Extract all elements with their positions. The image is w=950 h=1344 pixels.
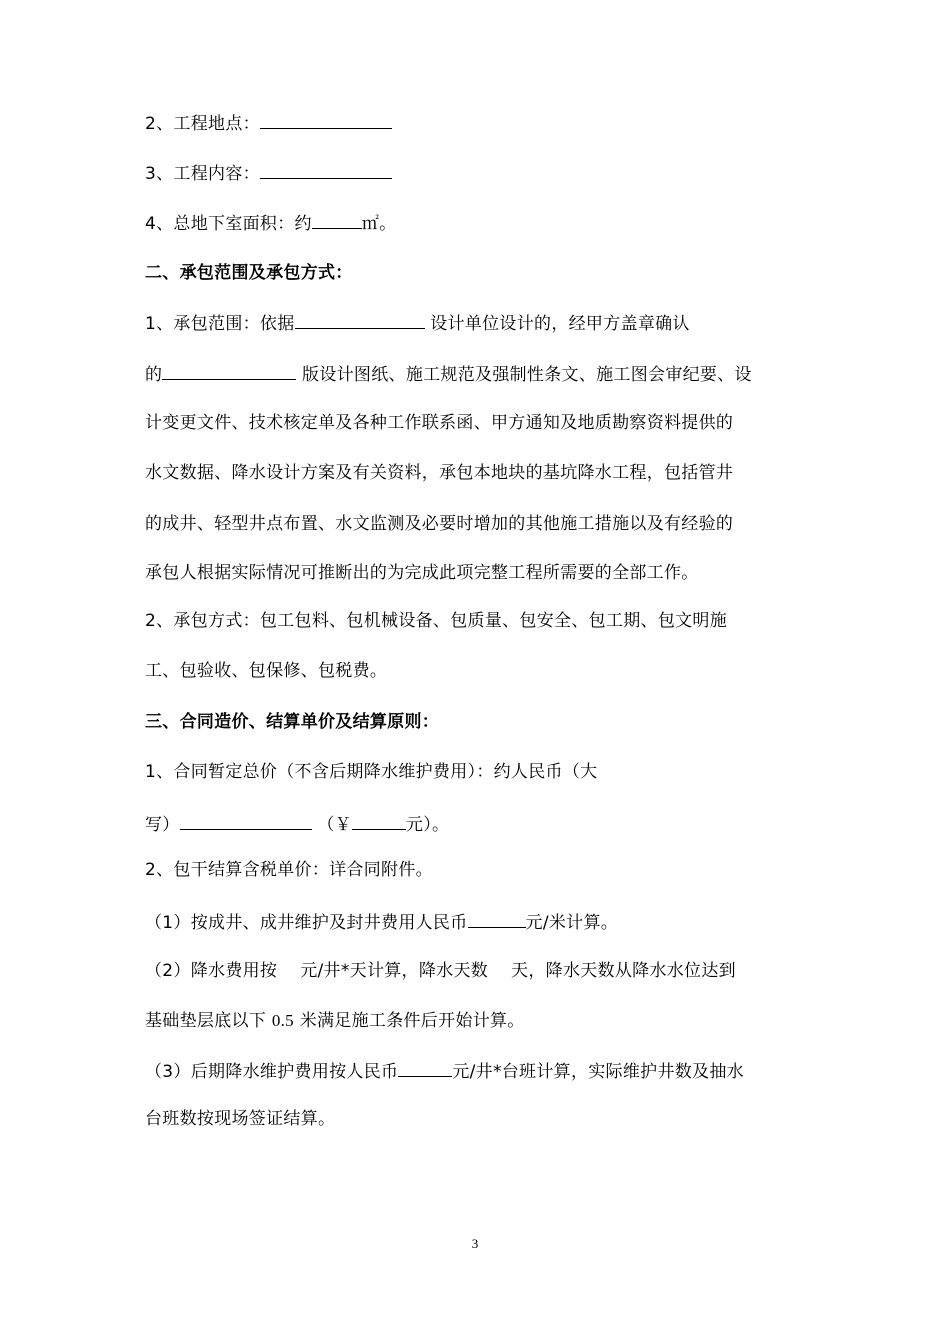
basement-area-prefix: 4、总地下室面积：约 [145,214,312,234]
basement-area-suffix: ㎡。 [361,214,397,234]
sub-item-3-line-1-prefix: （3）后期降水维护费用按人民币 [145,1062,399,1082]
scope-line-2-prefix: 的 [145,365,163,385]
well-price-blank [468,909,526,928]
sub-item-2-line-1: （2）降水费用按 元/井*天计算，降水天数 天，降水天数从降水水位达到 [145,961,736,981]
price-line-2 [145,811,449,837]
scope-line-6: 承包人根据实际情况可推断出的为完成此项完整工程所需要的全部工作。 [145,563,699,583]
maintenance-price-blank [398,1058,452,1077]
scope-line-2 [145,361,752,387]
scope-line-1-suffix: 设计单位设计的，经甲方盖章确认 [430,314,690,334]
sub-item-2-line-2 [145,1009,525,1033]
scope-line-5: 的成井、轻型井点布置、水文监测及必要时增加的其他施工措施以及有经验的 [145,514,734,534]
sub-item-3-line-1 [145,1058,744,1084]
scope-line-4: 水文数据、降水设计方案及有关资料，承包本地块的基坑降水工程，包括管井 [145,463,734,483]
item-project-location [145,110,392,136]
scope-line-3: 计变更文件、技术核定单及各种工作联系函、甲方通知及地质勘察资料提供的 [145,413,734,433]
basement-area-blank [312,210,362,229]
sub-item-2-line-2-prefix: 基础垫层底以下 [145,1011,267,1031]
method-line-1: 2、承包方式：包工包料、包机械设备、包质量、包安全、包工期、包文明施 [145,611,728,631]
item-project-content [145,160,392,186]
item-project-content-label: 3、工程内容： [145,164,260,184]
project-content-blank [260,160,392,179]
unit-price-heading: 2、包干结算含税单价：详合同附件。 [145,860,433,880]
sub-item-3-line-2: 台班数按现场签证结算。 [145,1109,336,1129]
section-2-heading: 二、承包范围及承包方式： [145,263,353,283]
project-location-blank [260,110,392,129]
amount-figures-blank [352,811,406,830]
drawing-version-blank [162,361,296,380]
price-line-2-suffix: 元）。 [405,815,450,835]
sub-item-2-line-2-suffix: 米满足施工条件后开始计算。 [299,1011,525,1031]
section-3-heading: 三、合同造价、结算单价及结算原则： [145,712,440,732]
page-number: 3 [471,1236,479,1251]
item-basement-area [145,210,396,236]
price-line-2-prefix: 写） [145,815,180,835]
sub-item-1-prefix: （1）按成井、成井维护及封井费用人民币 [145,913,468,933]
scope-line-1-prefix: 1、承包范围：依据 [145,314,295,334]
depth-value: 0.5 [271,1011,294,1030]
sub-item-1 [145,909,618,935]
price-line-2-mid: （￥ [317,815,352,835]
price-line-1: 1、合同暂定总价（不含后期降水维护费用）：约人民币（大 [145,762,598,782]
sub-item-1-suffix: 元/米计算。 [525,913,619,933]
scope-line-1 [145,310,690,336]
sub-item-3-line-1-suffix: 元/井*台班计算，实际维护井数及抽水 [452,1062,744,1082]
design-unit-blank [295,310,425,329]
method-line-2: 工、包验收、包保修、包税费。 [145,661,388,681]
scope-line-2-suffix: 版设计图纸、施工规范及强制性条文、施工图会审纪要、设 [302,365,752,385]
amount-words-blank [180,811,312,830]
item-project-location-label: 2、工程地点： [145,114,260,134]
